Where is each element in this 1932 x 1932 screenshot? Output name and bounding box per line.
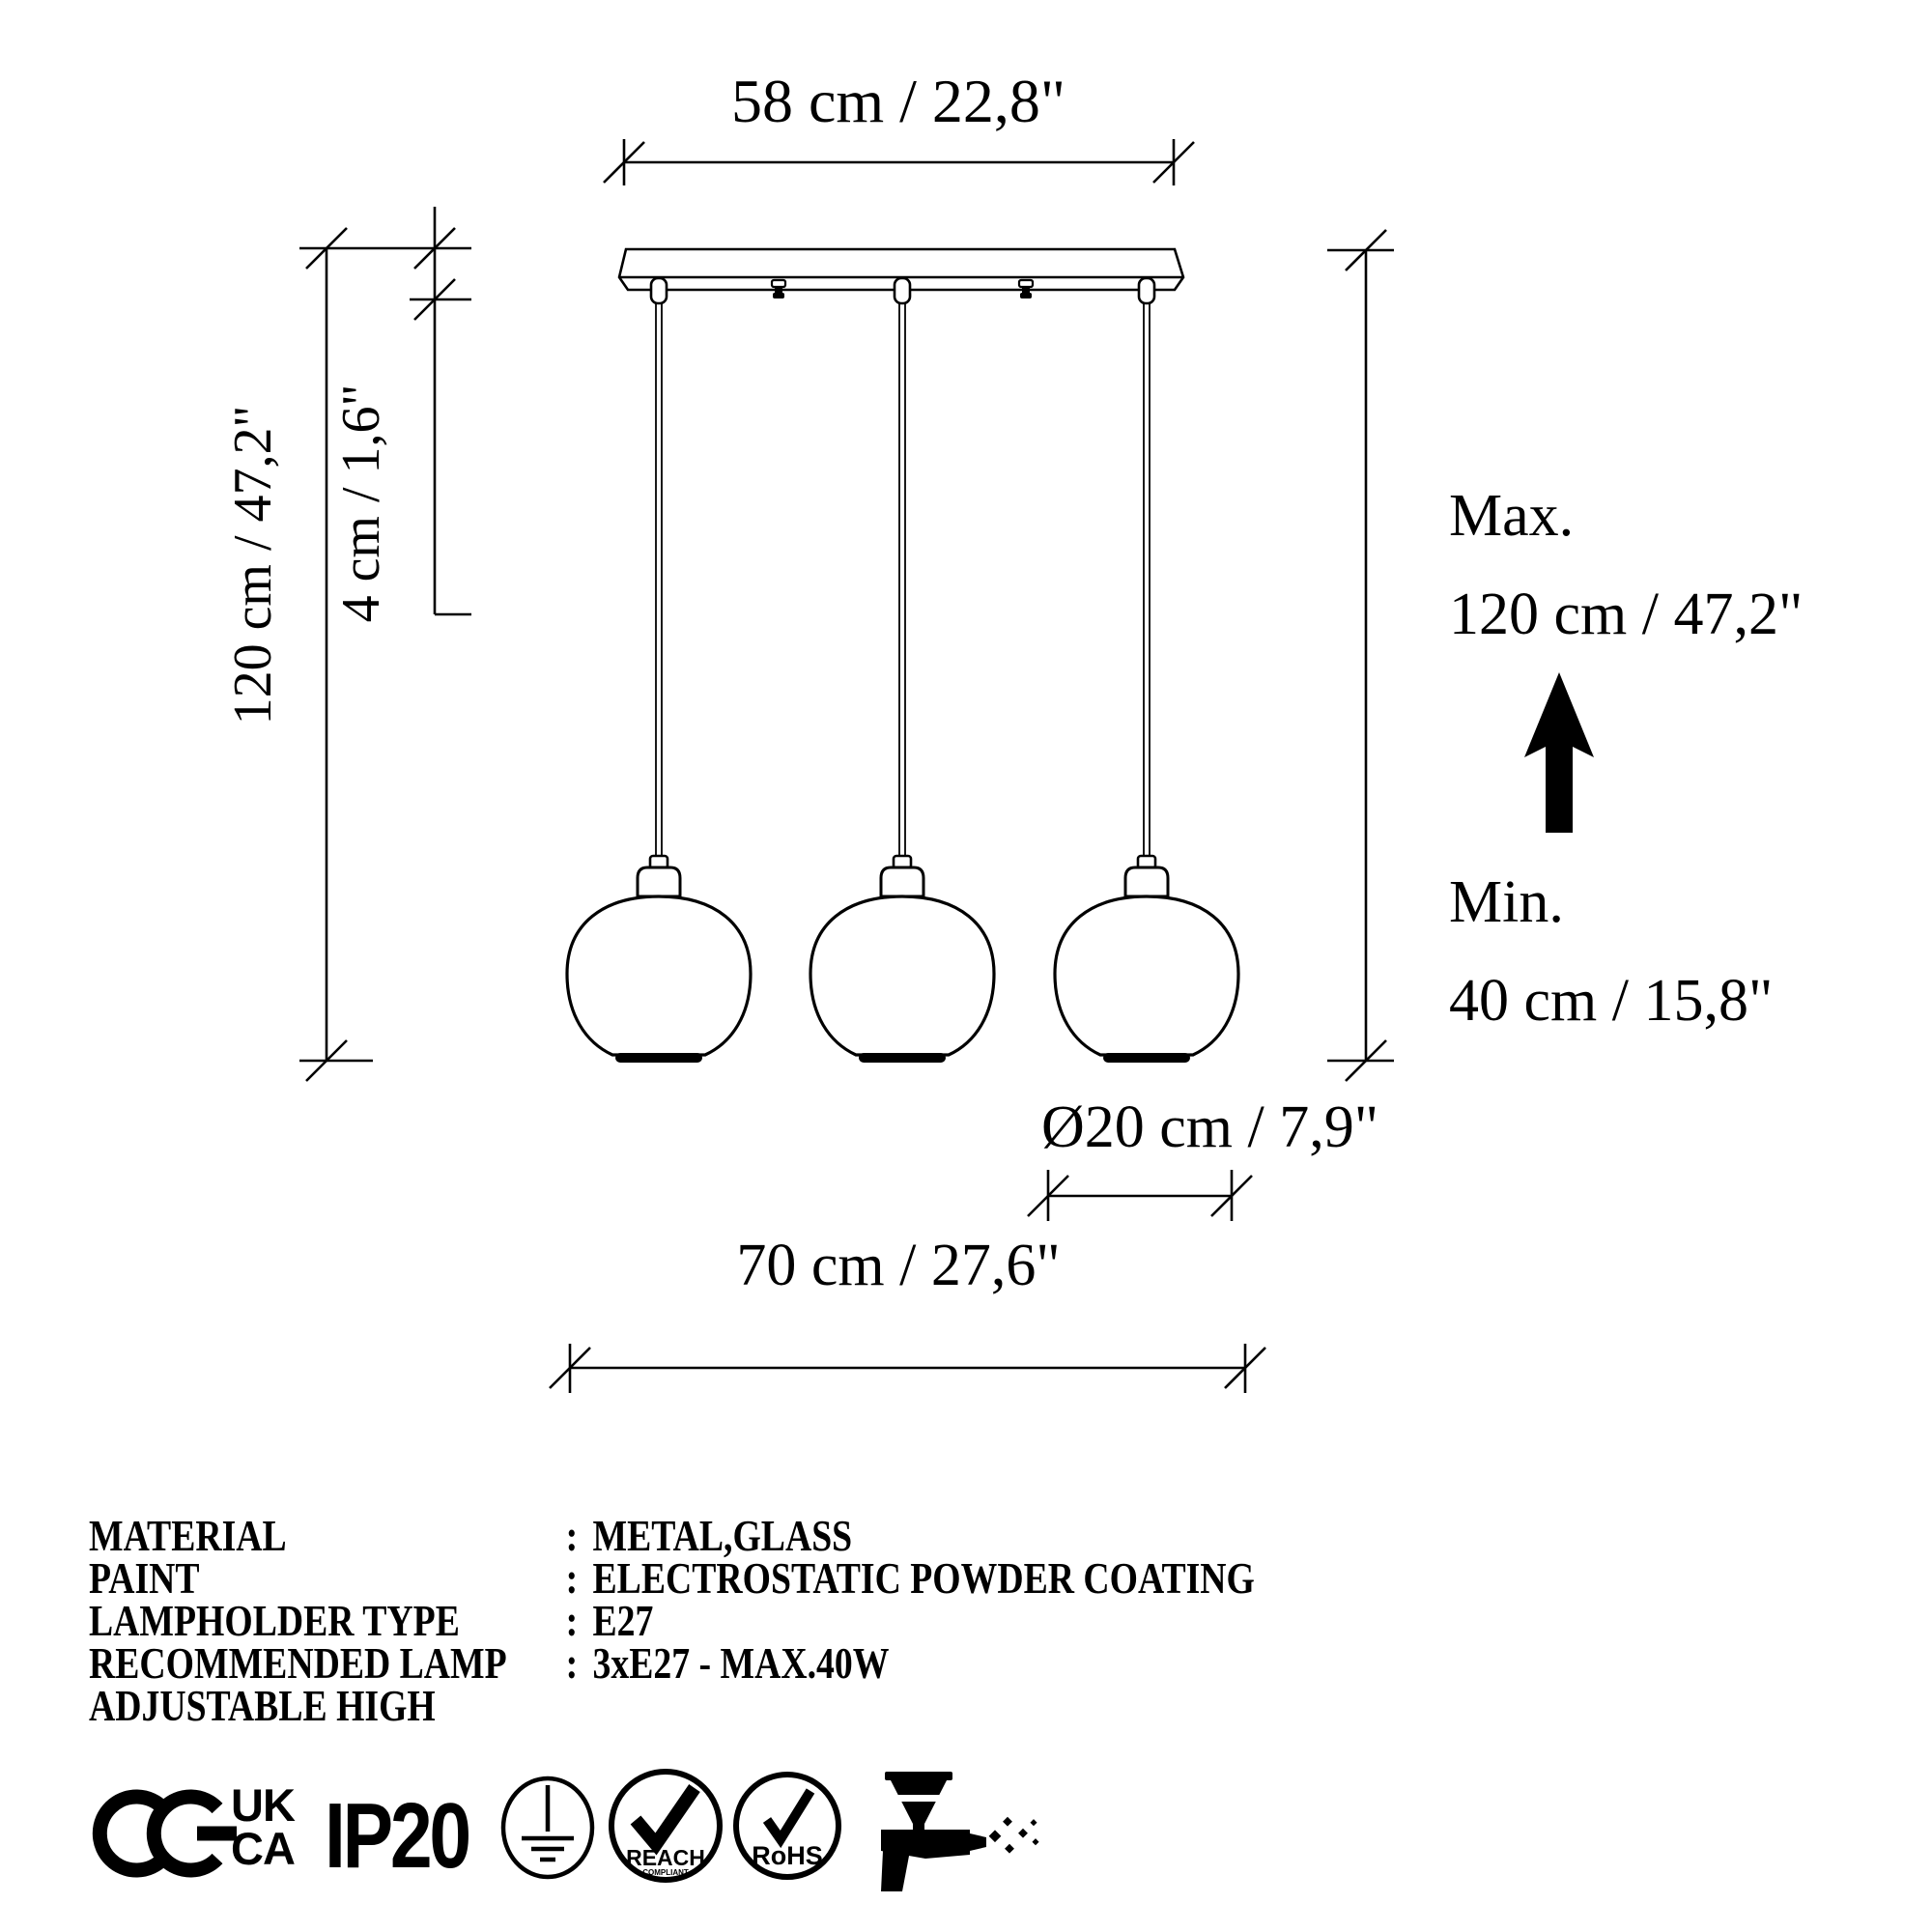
cord-grip — [895, 278, 910, 303]
dim-shade-diameter-label: Ø20 cm / 7,9" — [1041, 1094, 1379, 1160]
spec-value: 3xE27 - MAX.40W — [592, 1638, 890, 1688]
reach-label: REACH — [626, 1845, 705, 1870]
cord-grip — [651, 278, 667, 303]
reach-compliant-icon — [611, 1772, 720, 1880]
ip20-rating-label: IP20 — [325, 1784, 469, 1888]
dim-bottom-width-line — [550, 1344, 1265, 1393]
spec-label: MATERIAL — [89, 1511, 287, 1560]
spec-row-paint — [89, 1553, 1255, 1603]
spec-value: METAL,GLASS — [592, 1511, 853, 1560]
dim-top-width-line — [604, 139, 1194, 185]
pendant-globe-center — [810, 303, 994, 1063]
spec-label: ADJUSTABLE HIGH — [89, 1681, 436, 1730]
ukca-icon — [231, 1779, 295, 1874]
spray-paint-icon — [881, 1772, 1039, 1891]
dim-left-height-label: 120 cm / 47,2" — [223, 405, 283, 725]
spec-label: LAMPHOLDER TYPE — [89, 1596, 460, 1645]
spec-row-lampholder — [89, 1596, 1255, 1645]
spec-row-material — [89, 1511, 1255, 1560]
cord-grip — [1139, 278, 1154, 303]
rohs-label: RoHS — [752, 1841, 823, 1870]
spec-colon: : — [565, 1511, 579, 1560]
max-height-label: Max. — [1449, 483, 1575, 549]
ground-insulation-icon — [503, 1778, 592, 1877]
reach-sublabel: COMPLIANT — [642, 1868, 689, 1877]
dim-right-height-line — [1327, 230, 1394, 1081]
max-height-value: 120 cm / 47,2" — [1449, 582, 1804, 647]
spec-table — [89, 1511, 1255, 1730]
spec-value: ELECTROSTATIC POWDER COATING — [592, 1553, 1255, 1603]
spec-label: PAINT — [89, 1553, 200, 1603]
spec-label: RECOMMENDED LAMP — [89, 1638, 507, 1688]
dim-bottom-width-label: 70 cm / 27,6" — [736, 1233, 1061, 1298]
spec-row-adjustable-high — [89, 1681, 1255, 1730]
ce-mark-icon — [99, 1797, 237, 1870]
spec-colon: : — [565, 1553, 579, 1603]
dim-shade-diameter-line — [1028, 1170, 1252, 1221]
dim-canopy-height-label: 4 cm / 1,6" — [331, 384, 391, 623]
dim-canopy-height-line — [410, 207, 471, 614]
spec-value: E27 — [592, 1596, 654, 1645]
adjustable-height-arrow-icon — [1524, 672, 1594, 833]
min-height-label: Min. — [1449, 869, 1564, 935]
spec-colon: : — [565, 1596, 579, 1645]
rohs-icon — [736, 1775, 838, 1877]
dim-top-width-label: 58 cm / 22,8" — [730, 67, 1066, 135]
spec-row-recommended-lamp — [89, 1638, 1255, 1688]
spec-colon — [566, 1685, 593, 1727]
dim-left-height-line — [299, 228, 471, 1081]
pendant-globe-right — [1055, 303, 1238, 1063]
ukca-line2: CA — [231, 1823, 295, 1874]
min-height-value: 40 cm / 15,8" — [1449, 968, 1774, 1034]
pendant-globe-left — [567, 303, 751, 1063]
spec-colon: : — [565, 1638, 579, 1688]
ukca-line1: UK — [231, 1779, 295, 1831]
